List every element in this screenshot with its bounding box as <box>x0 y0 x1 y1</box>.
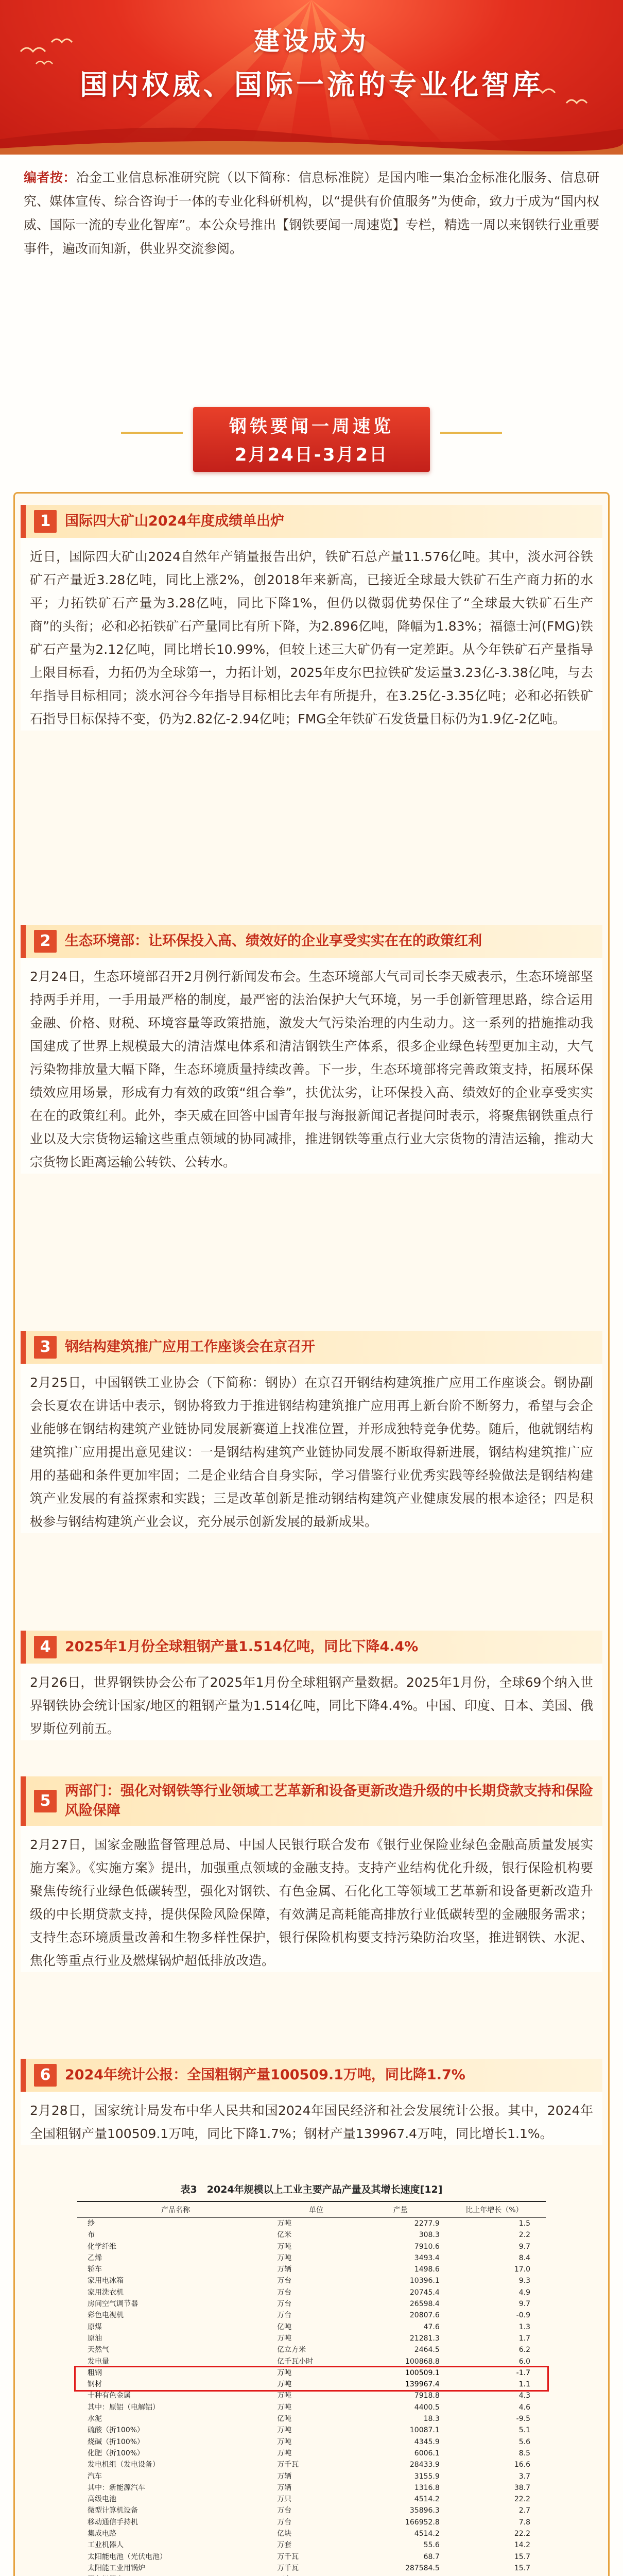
ribbon-deco-right <box>440 432 502 434</box>
news-section-2 <box>21 925 602 1174</box>
table-cell: 其中：新能源汽车 <box>88 2483 145 2492</box>
table-cell: 2464.5 <box>414 2346 440 2354</box>
table-cell <box>274 2574 358 2576</box>
table-cell: 万台 <box>277 2311 292 2320</box>
table-cell: 彩色电视机 <box>88 2311 124 2320</box>
table-header-row <box>77 2201 546 2218</box>
table-cell: 4.6 <box>518 2403 530 2412</box>
section-title: 生态环境部：让环保投入高、绩效好的企业享受实实在在的政策红利 <box>65 933 482 949</box>
table-cell: 乙烯 <box>88 2253 102 2262</box>
table-row <box>77 2574 546 2576</box>
section-title: 国际四大矿山2024年度成绩单出炉 <box>65 513 285 529</box>
table-cell: 家用电冰箱 <box>88 2277 124 2285</box>
weekly-ribbon <box>193 407 430 472</box>
table-cell: 1.7 <box>518 2334 530 2343</box>
table-cell: -1.7 <box>516 2368 530 2377</box>
editor-note-label: 编者按： <box>24 170 76 185</box>
table-cell: 4.9 <box>518 2288 530 2297</box>
table-cell: 7.8 <box>518 2518 530 2527</box>
news-section-6 <box>21 2059 602 2145</box>
table-cell: 发电机组（发电设备） <box>88 2461 160 2469</box>
table-cell: 工业机器人 <box>88 2541 124 2550</box>
table-cell: 万台 <box>277 2277 292 2285</box>
table-row <box>77 2505 546 2516</box>
news-section-4 <box>21 1631 602 1740</box>
table-cell: 万套 <box>277 2541 292 2550</box>
table-row <box>77 2333 546 2344</box>
table-cell: 原煤 <box>88 2323 102 2331</box>
table-row <box>77 2310 546 2321</box>
table-header-cell: 产量 <box>358 2201 443 2218</box>
table-row <box>77 2402 546 2413</box>
table-cell: 1.1 <box>518 2380 530 2389</box>
table-cell: 10087.1 <box>409 2426 440 2435</box>
section-body: 2月26日，世界钢铁协会公布了2025年1月份全球粗钢产量数据。2025年1月份，全球69个纳入世界钢铁协会统计国家/地区的粗钢产量为1.514亿吨，同比下降4.4%。中国、印度、日本、美国、俄罗斯位列前五。 <box>21 1664 602 1740</box>
table-row <box>77 2379 546 2390</box>
table-cell: 55.6 <box>423 2541 440 2550</box>
table-cell: 47.6 <box>423 2323 440 2331</box>
table-cell: 166952.8 <box>405 2518 440 2527</box>
table-cell: 万吨 <box>277 2253 292 2262</box>
table-cell: 太阳能电池（光伏电池） <box>88 2552 167 2561</box>
section-body: 2月27日，国家金融监督管理总局、中国人民银行联合发布《银行业保险业绿色金融高质量发展实施方案》。《实施方案》提出，加强重点领域的金融支持。支持产业结构优化升级，银行保险机构要聚焦传统行业绿色低碳转型，强化对钢铁、有色金属、石化化工等领域工艺革新和设备更新改造升级的中长期贷款支持，提供保险风险保障，有效满足高耗能高排放行业低碳转型的金融服务需求；支持生态环境质量改善和生物多样性保护，银行保险机构要支持污染防治攻坚，推进钢铁、水泥、焦化等重点行业及燃煤锅炉超低排放改造。 <box>21 1826 602 1972</box>
section-title: 钢结构建筑推广应用工作座谈会在京召开 <box>65 1339 315 1355</box>
editor-note <box>24 166 599 261</box>
table-cell: 22.2 <box>514 2495 530 2504</box>
table-cell: 亿米 <box>277 2231 292 2240</box>
stats-table <box>77 2201 546 2576</box>
ribbon-deco-left <box>121 432 183 434</box>
table-cell: 亿吨 <box>277 2415 292 2424</box>
table-cell: 308.3 <box>419 2231 440 2240</box>
table-cell: 4514.2 <box>414 2495 440 2504</box>
table-cell: 2.7 <box>518 2506 530 2515</box>
table-row <box>77 2517 546 2528</box>
stats-table-body <box>77 2218 546 2576</box>
weekly-ribbon-dates: 2月24日-3月2日 <box>234 445 389 465</box>
table-cell: 万辆 <box>277 2483 292 2492</box>
table-cell: 水泥 <box>88 2415 102 2424</box>
table-cell: 287584.5 <box>405 2564 440 2572</box>
hero-banner <box>0 0 623 155</box>
hero-title-line2: 国内权威、国际一流的专业化智库 <box>80 69 543 101</box>
table-cell: 万台 <box>277 2506 292 2515</box>
table-cell: 18.3 <box>423 2415 440 2424</box>
table-cell: 38.7 <box>514 2483 530 2492</box>
table-cell: 万吨 <box>277 2437 292 2446</box>
section-header <box>21 505 602 538</box>
weekly-title <box>0 407 623 472</box>
table-cell: 21281.3 <box>409 2334 440 2343</box>
table-row <box>77 2287 546 2298</box>
table-cell: 4.3 <box>518 2392 530 2400</box>
table-row <box>77 2551 546 2563</box>
section-header <box>21 1776 602 1826</box>
table-cell: 轿车 <box>88 2265 102 2274</box>
table-row <box>77 2413 546 2425</box>
table-cell: 布 <box>88 2231 95 2240</box>
table-cell: 17.0 <box>514 2265 530 2274</box>
table-cell: 亿千瓦小时 <box>277 2357 314 2366</box>
table-cell: 汽车 <box>88 2472 102 2481</box>
table-cell: 100509.1 <box>405 2368 440 2377</box>
hero-title-line1: 建设成为 <box>254 26 369 56</box>
table-row <box>77 2229 546 2241</box>
table-cell: 6.2 <box>518 2346 530 2354</box>
section-body: 2月24日，生态环境部召开2月例行新闻发布会。生态环境部大气司司长李天威表示，生态环境部坚持两手并用，一手用最严格的制度，最严密的法治保护大气环境，另一手创新管理思路，综合运用金融、价格、财税、环境容量等政策措施，激发大气污染治理的内生动力。这一系列的措施推动我国建成了世界上规模最大的清洁煤电体系和清洁钢铁生产体系，很多企业绿色转型更加主动，大气污染物排放量大幅下降，生态环境质量持续改善。下一步，生态环境部将完善政策支持，拓展环保绩效应用场景，形成有力有效的政策“组合拳”，扶优汰劣，让环保投入高、绩效好的企业享受实实在在的政策红利。此外，李天威在回答中国青年报与海报新闻记者提问时表示，将聚焦钢铁重点行业以及大宗货物运输这些重点领域的协同减排，推进钢铁等重点行业大宗货物的清洁运输，推动大宗货物长距离运输公转铁、公转水。 <box>21 958 602 1174</box>
table-cell: 万吨 <box>277 2368 292 2377</box>
section-body: 2月25日，中国钢铁工业协会（下简称：钢协）在京召开钢结构建筑推广应用工作座谈会。钢协副会长夏农在讲话中表示，钢协将致力于推进钢结构建筑推广应用再上新台阶不断努力，希望与会企业能够在钢结构建筑产业链协同发展新赛道上找准位置，并形成独特竞争优势。随后，他就钢结构建筑推广应用提出意见建议：一是钢结构建筑产业链协同发展不断取得新进展，钢结构建筑推广应用的基础和条件更加牢固；二是企业结合自身实际，学习借鉴行业优秀实践等经验做法是钢结构建筑产业发展的有益探索和实践；三是改革创新是推动钢结构建筑产业健康发展的根本途径；四是积极参与钢结构建筑产业会议，充分展示创新发展的最新成果。 <box>21 1364 602 1533</box>
table-cell: 1498.6 <box>414 2265 440 2274</box>
table-row <box>77 2471 546 2482</box>
section-number: 5 <box>34 1790 57 1812</box>
table-cell: 高级电池 <box>88 2495 116 2504</box>
section-header <box>21 925 602 958</box>
table-row <box>77 2482 546 2494</box>
table-cell: 万台 <box>277 2300 292 2309</box>
table-cell: 太阳能工业用锅炉 <box>88 2564 145 2572</box>
table-cell: 集成电路 <box>88 2530 116 2538</box>
table-row <box>77 2390 546 2401</box>
table-cell: 十种有色金属 <box>88 2392 131 2400</box>
table-cell: 3493.4 <box>414 2253 440 2262</box>
table-cell: 5.6 <box>518 2437 530 2446</box>
table-cell: 万吨 <box>277 2380 292 2389</box>
table-cell: 发电量 <box>88 2357 109 2366</box>
table-cell: 万千瓦 <box>277 2552 299 2561</box>
table-row <box>77 2563 546 2574</box>
table-cell: 4345.9 <box>414 2437 440 2446</box>
table-cell: 烧碱（折100%） <box>88 2437 145 2446</box>
table-cell: 10396.1 <box>409 2277 440 2285</box>
table-cell: 万只 <box>277 2495 292 2504</box>
editor-note-text: 冶金工业信息标准研究院（以下简称：信息标准院）是国内唯一集冶金标准化服务、信息研究、媒体宣传、综合咨询于一体的专业化科研机构，以“提供有价值服务”为使命，致力于成为“国内权威、国际一流的专业化智库”。本公众号推出【钢铁要闻一周速览】专栏，精选一周以来钢铁行业重要事件，遍改而知新，供业界交流参阅。 <box>24 170 599 256</box>
table-cell: 亿立方米 <box>277 2346 306 2354</box>
section-header <box>21 1631 602 1664</box>
table-cell: 6006.1 <box>414 2449 440 2458</box>
weekly-ribbon-title: 钢铁要闻一周速览 <box>229 416 394 437</box>
table-cell: 28433.9 <box>409 2461 440 2469</box>
table-cell: 6.0 <box>518 2357 530 2366</box>
section-number: 2 <box>34 930 57 953</box>
section-number: 1 <box>34 510 57 533</box>
table-row <box>77 2298 546 2310</box>
table-cell: 3.7 <box>518 2472 530 2481</box>
news-section-5 <box>21 1776 602 1972</box>
table-cell: 14.2 <box>514 2541 530 2550</box>
table-cell: 7910.6 <box>414 2242 440 2251</box>
table-cell: 亿块 <box>277 2530 292 2538</box>
table-cell: 房间空气调节器 <box>88 2300 138 2309</box>
table-cell: 9.7 <box>518 2300 530 2309</box>
table-cell <box>77 2574 274 2576</box>
table-cell: 天然气 <box>88 2346 109 2354</box>
table-cell: -9.5 <box>516 2415 530 2424</box>
table-cell: 15.7 <box>514 2552 530 2561</box>
table-cell: 万吨 <box>277 2392 292 2400</box>
table-header-cell: 单位 <box>274 2201 358 2218</box>
table-cell <box>443 2574 546 2576</box>
table-cell: 万吨 <box>277 2426 292 2435</box>
table-cell: 万千瓦 <box>277 2564 299 2572</box>
table-cell: 20807.6 <box>409 2311 440 2320</box>
table-cell: 20745.4 <box>409 2288 440 2297</box>
table-cell: 100868.8 <box>405 2357 440 2366</box>
table-cell: 钢材 <box>88 2380 102 2389</box>
stats-table-figure <box>77 2182 546 2576</box>
table-cell: 万吨 <box>277 2449 292 2458</box>
table-cell: 万辆 <box>277 2265 292 2274</box>
table-row <box>77 2539 546 2551</box>
table-row <box>77 2252 546 2264</box>
table-cell: 139967.4 <box>405 2380 440 2389</box>
table-cell: 35896.3 <box>409 2506 440 2515</box>
table-cell: 纱 <box>88 2219 95 2228</box>
table-cell: 微型计算机设备 <box>88 2506 138 2515</box>
news-section-1 <box>21 505 602 731</box>
table-cell: 26598.4 <box>409 2300 440 2309</box>
table-cell: 16.6 <box>514 2461 530 2469</box>
table-cell: 万吨 <box>277 2334 292 2343</box>
table-cell: 万吨 <box>277 2219 292 2228</box>
table-row <box>77 2425 546 2436</box>
table-cell: 万台 <box>277 2518 292 2527</box>
table-cell: 万辆 <box>277 2472 292 2481</box>
table-row <box>77 2275 546 2286</box>
section-title: 2024年统计公报：全国粗钢产量100509.1万吨，同比降1.7% <box>65 2067 465 2083</box>
table-cell: 2277.9 <box>414 2219 440 2228</box>
table-cell: 8.5 <box>518 2449 530 2458</box>
table-cell: 硫酸（折100%） <box>88 2426 145 2435</box>
table-cell: 化肥（折100%） <box>88 2449 145 2458</box>
table-cell: -0.9 <box>516 2311 530 2320</box>
table-cell: 8.4 <box>518 2253 530 2262</box>
table-row <box>77 2459 546 2470</box>
table-row <box>77 2436 546 2448</box>
table-cell: 原油 <box>88 2334 102 2343</box>
section-header <box>21 2059 602 2092</box>
table-cell: 万吨 <box>277 2242 292 2251</box>
section-body: 近日，国际四大矿山2024自然年产销量报告出炉，铁矿石总产量11.576亿吨。其中，淡水河谷铁矿石产量近3.28亿吨，同比上涨2%，创2018年来新高，已接近全球最大铁矿石生产商力拓的水平；力拓铁矿石产量为3.28亿吨，同比下降1%，但仍以微弱优势保住了“全球最大铁矿石生产商”的头衔；必和必拓铁矿石产量同比有所下降，为2.896亿吨，降幅为1.83%；福德士河(FMG)铁矿石产量为2.12亿吨，同比增长10.99%，但较上述三大矿仍有一定差距。从今年铁矿石产量指导上限目标看，力拓仍为全球第一，力拓计划，2025年皮尔巴拉铁矿发运量3.23亿-3.38亿吨，与去年指导目标相同；淡水河谷今年指导目标相比去年有所提升，在3.25亿-3.35亿吨；必和必拓铁矿石指导目标保持不变，仍为2.82亿-2.94亿吨；FMG全年铁矿石发货量目标仍为1.9亿-2亿吨。 <box>21 538 602 731</box>
table-row <box>77 2356 546 2367</box>
table-cell: 家用洗衣机 <box>88 2288 124 2297</box>
table-cell: 化学纤维 <box>88 2242 116 2251</box>
table-cell: 7918.8 <box>414 2392 440 2400</box>
table-cell: 4514.2 <box>414 2530 440 2538</box>
table-cell: 万千瓦 <box>277 2461 299 2469</box>
table-cell: 万吨 <box>277 2403 292 2412</box>
table-cell: 2.2 <box>518 2231 530 2240</box>
table-header-cell: 产品名称 <box>77 2201 274 2218</box>
table-header-cell: 比上年增长（%） <box>443 2201 546 2218</box>
table-cell: 5.1 <box>518 2426 530 2435</box>
table-cell: 亿吨 <box>277 2323 292 2331</box>
table-cell: 1.5 <box>518 2219 530 2228</box>
section-title: 两部门：强化对钢铁等行业领域工艺革新和设备更新改造升级的中长期贷款支持和保险风险保障 <box>65 1783 593 1819</box>
news-section-3 <box>21 1331 602 1533</box>
section-body: 2月28日，国家统计局发布中华人民共和国2024年国民经济和社会发展统计公报。其中，2024年全国粗钢产量100509.1万吨，同比下降1.7%；钢材产量139967.4万吨，同比增长1.1%。 <box>21 2092 602 2145</box>
table-cell: 9.3 <box>518 2277 530 2285</box>
table-cell: 15.7 <box>514 2564 530 2572</box>
table-row <box>77 2367 546 2379</box>
table-row <box>77 2344 546 2355</box>
table-row <box>77 2264 546 2275</box>
table-row <box>77 2448 546 2459</box>
table-cell <box>358 2574 443 2576</box>
table-cell: 3155.9 <box>414 2472 440 2481</box>
table-cell: 1.3 <box>518 2323 530 2331</box>
table-cell: 4400.5 <box>414 2403 440 2412</box>
section-title: 2025年1月份全球粗钢产量1.514亿吨，同比下降4.4% <box>65 1639 419 1655</box>
table-cell: 68.7 <box>423 2552 440 2561</box>
section-number: 6 <box>34 2064 57 2087</box>
table-cell: 9.7 <box>518 2242 530 2251</box>
table-cell: 其中：原铝（电解铝） <box>88 2403 160 2412</box>
section-header <box>21 1331 602 1364</box>
section-number: 3 <box>34 1336 57 1359</box>
table-row <box>77 2321 546 2333</box>
table-cell: 移动通信手持机 <box>88 2518 138 2527</box>
table-cell: 万台 <box>277 2288 292 2297</box>
stats-table-caption: 表3 2024年规模以上工业主要产品产量及其增长速度[12] <box>180 2184 443 2195</box>
section-number: 4 <box>34 1636 57 1658</box>
table-cell: 22.2 <box>514 2530 530 2538</box>
table-cell: 1316.8 <box>414 2483 440 2492</box>
table-row <box>77 2241 546 2252</box>
table-cell: 粗钢 <box>88 2368 102 2377</box>
table-row <box>77 2528 546 2539</box>
table-row <box>77 2218 546 2230</box>
table-row <box>77 2494 546 2505</box>
